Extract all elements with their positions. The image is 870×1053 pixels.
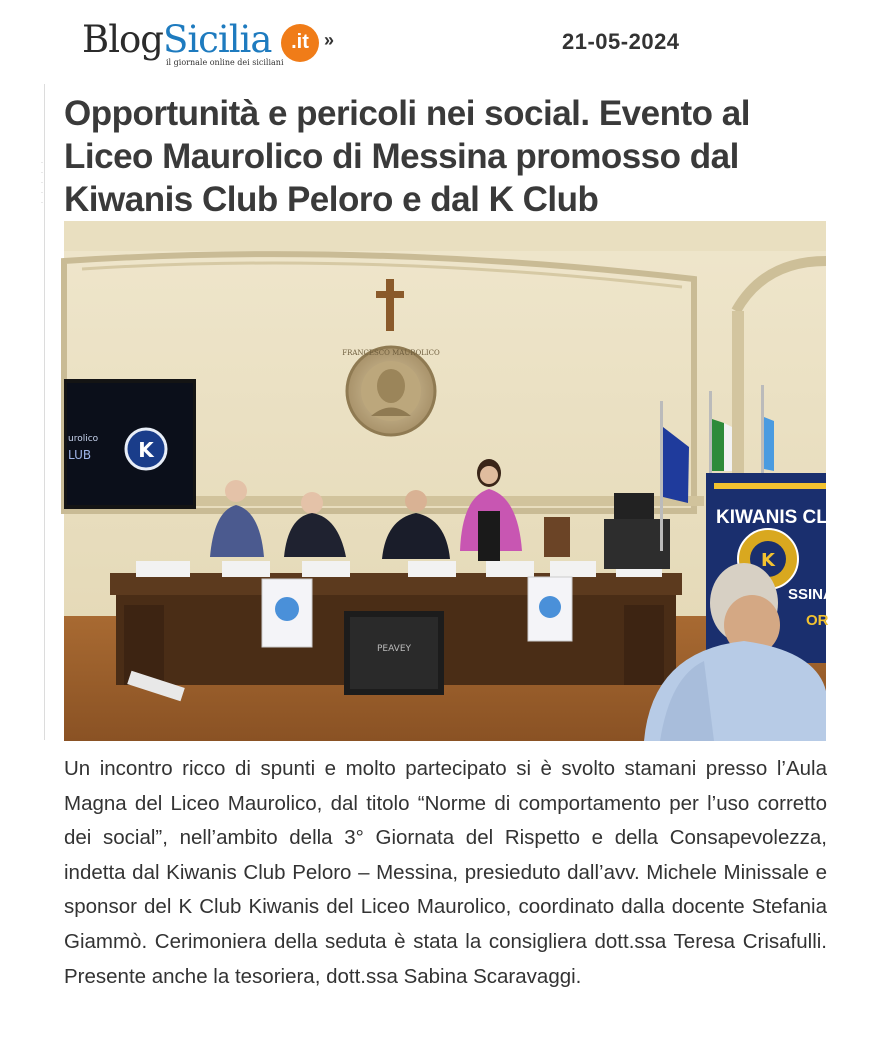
- event-photo-illustration: [64, 221, 842, 741]
- logo-tld-badge: .it: [281, 24, 319, 62]
- blogsicilia-logo[interactable]: [82, 18, 342, 70]
- svg-text:K: K: [138, 438, 154, 462]
- logo-chevron-icon: »: [324, 30, 335, 50]
- banner-text: KIWANIS CLU: [716, 507, 842, 528]
- logo-sicilia-text: Sicilia: [162, 18, 272, 61]
- article-photo: [64, 221, 842, 741]
- svg-text:K: K: [761, 550, 775, 571]
- banner-text-3: OR: [806, 612, 829, 629]
- article-headline: Opportunità e pericoli nei social. Evento al Liceo Maurolico di Messina promosso dal Kiwanis Club Peloro e dal K Club: [64, 94, 750, 219]
- masthead: [0, 0, 870, 80]
- logo-blog-text: Blog: [82, 18, 163, 61]
- medallion-text: FRANCESCO MAUROLICO: [342, 349, 440, 357]
- logo-tagline: il giornale online dei siciliani: [166, 58, 284, 67]
- screen-text-2: LUB: [68, 448, 92, 462]
- publish-date: 21-05-2024: [562, 29, 680, 54]
- logo-wordmark: [82, 18, 271, 62]
- banner-text-2: SSINA: [788, 586, 834, 603]
- left-margin-marks: · · · · ·: [41, 160, 43, 206]
- screen-text: urolico: [68, 434, 99, 444]
- article-body: Un incontro ricco di spunti e molto partecipato si è svolto stamani presso l’Aula Magna del Liceo Maurolico, dal titolo “Norme di comportamento per l’uso corretto dei social”, nell’ambito della 3° Giornata del Rispetto e della Consapevolezza, indetta dal Kiwanis Club Peloro – Messina, presieduto dall’avv. Michele Minissale e sponsor del K Club Kiwanis del Liceo Maurolico, coordinato dalla docente Stefania Giammò. Cerimoniera della seduta è stata la consigliera dott.ssa Teresa Crisafulli. Presente anche la tesoriera, dott.ssa Sabina Scaravaggi.: [64, 757, 827, 988]
- speaker-brand: PEAVEY: [376, 644, 412, 654]
